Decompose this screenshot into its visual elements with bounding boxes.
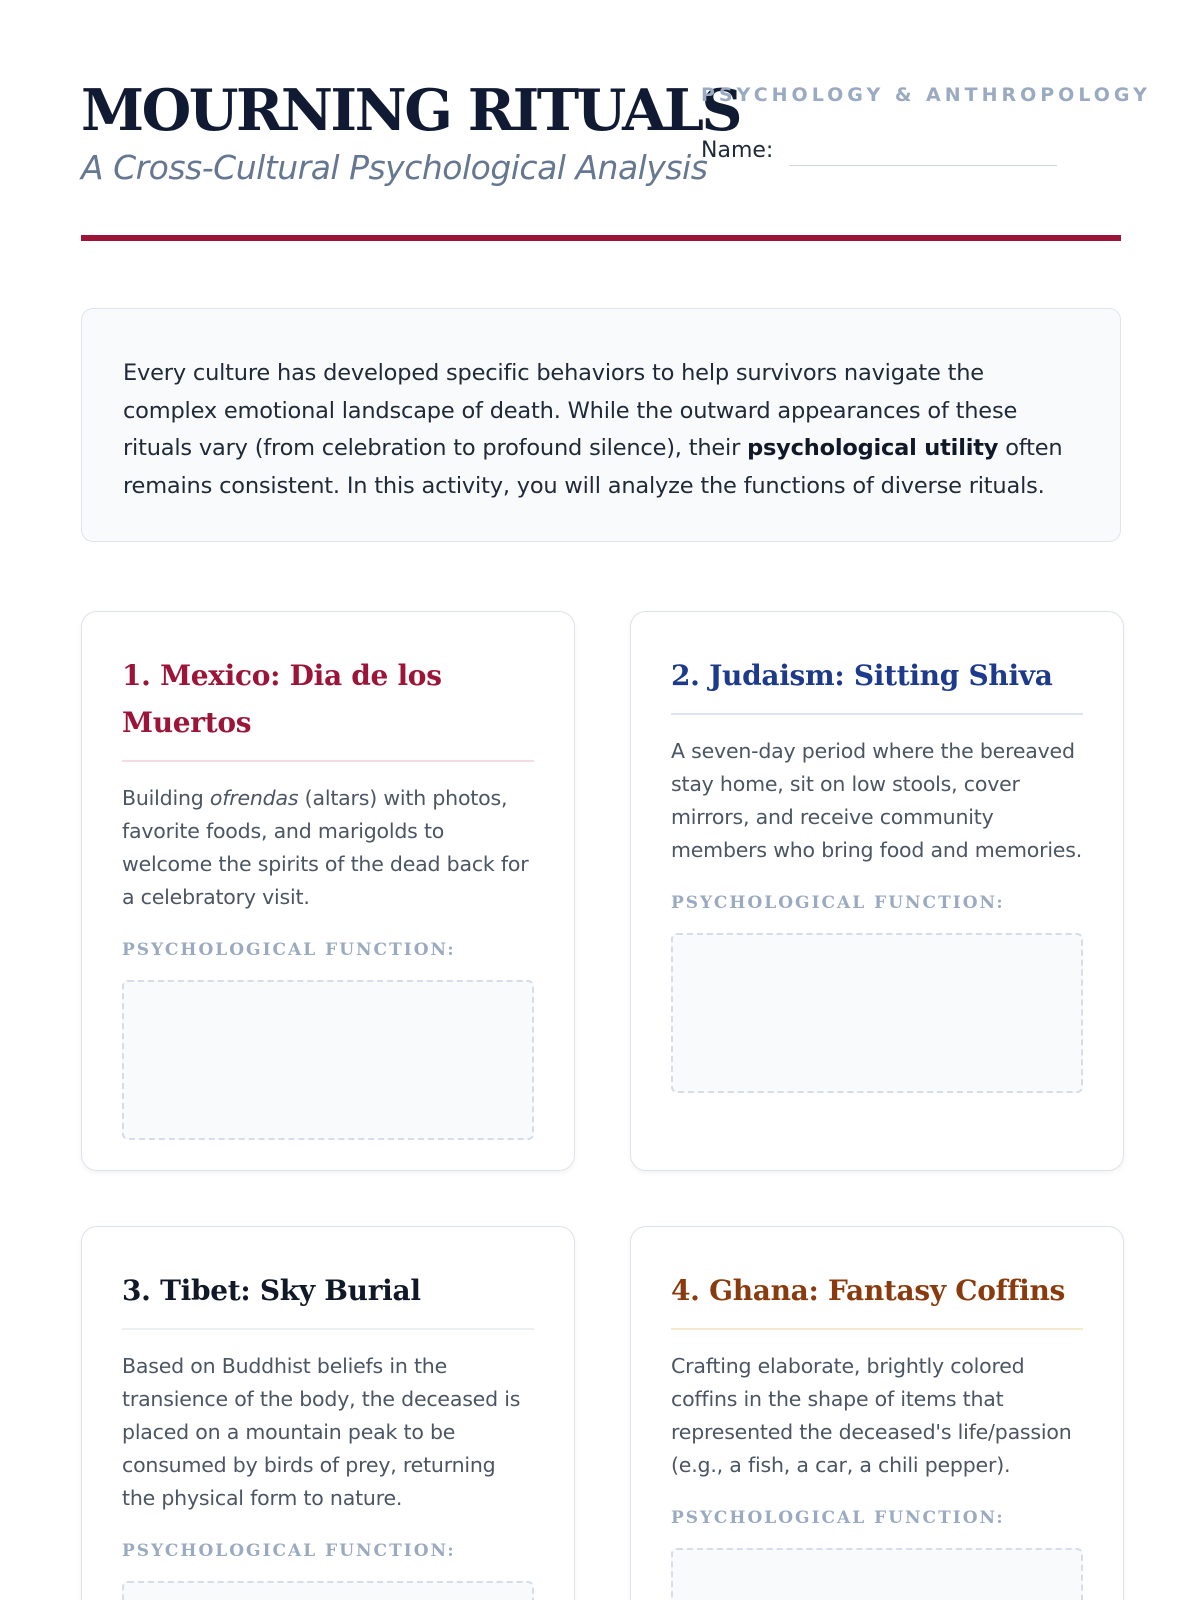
desc-start: Building bbox=[122, 786, 210, 810]
desc-end: (altars) with photos, favorite foods, and marigolds to welcome the spirits of the dead back for a celebratory visit. bbox=[122, 786, 529, 909]
name-field-row bbox=[701, 138, 1057, 166]
ritual-card-ghana bbox=[630, 1226, 1124, 1600]
card-title: 4. Ghana: Fantasy Coffins bbox=[671, 1267, 1083, 1330]
function-answer-box[interactable] bbox=[671, 933, 1083, 1093]
subject-category: PSYCHOLOGY & ANTHROPOLOGY bbox=[701, 84, 1151, 106]
ritual-card-tibet bbox=[81, 1226, 575, 1600]
intro-text bbox=[123, 355, 1080, 505]
ritual-card-judaism bbox=[630, 611, 1124, 1171]
card-title: 1. Mexico: Dia de los Muertos bbox=[122, 652, 534, 762]
desc-italic-term: ofrendas bbox=[209, 786, 299, 810]
intro-emphasis: psychological utility bbox=[747, 435, 999, 461]
function-answer-box[interactable] bbox=[122, 980, 534, 1140]
function-label: PSYCHOLOGICAL FUNCTION: bbox=[671, 1508, 1005, 1528]
intro-text-end: often remains consistent. In this activity, you will analyze the functions of diverse rituals. bbox=[123, 435, 1063, 499]
name-label: Name: bbox=[701, 138, 774, 163]
card-description: Based on Buddhist beliefs in the transience of the body, the deceased is placed on a mountain peak to be consumed by birds of prey, returning the physical form to nature. bbox=[122, 1354, 521, 1510]
header-divider bbox=[81, 235, 1121, 241]
name-input-line[interactable] bbox=[789, 165, 1057, 166]
function-label: PSYCHOLOGICAL FUNCTION: bbox=[671, 893, 1005, 913]
intro-text-start: Every culture has developed specific behaviors to help survivors navigate the complex emotional landscape of death. While the outward appearances of these rituals vary (from celebration to profound silence), their bbox=[123, 360, 1018, 461]
worksheet-header bbox=[81, 77, 1151, 242]
function-label: PSYCHOLOGICAL FUNCTION: bbox=[122, 1541, 456, 1561]
card-description: A seven-day period where the bereaved stay home, sit on low stools, cover mirrors, and receive community members who bring food and memories. bbox=[671, 739, 1083, 862]
card-title: 2. Judaism: Sitting Shiva bbox=[671, 652, 1083, 715]
page-subtitle: A Cross-Cultural Psychological Analysis bbox=[81, 148, 708, 187]
card-title: 3. Tibet: Sky Burial bbox=[122, 1267, 534, 1330]
function-answer-box[interactable] bbox=[671, 1548, 1083, 1600]
intro-box bbox=[81, 308, 1121, 542]
card-description bbox=[122, 782, 534, 914]
page-title: MOURNING RITUALS bbox=[81, 77, 741, 144]
function-label: PSYCHOLOGICAL FUNCTION: bbox=[122, 940, 456, 960]
function-answer-box[interactable] bbox=[122, 1581, 534, 1600]
card-description: Crafting elaborate, brightly colored coffins in the shape of items that represented the deceased's life/passion (e.g., a fish, a car, a chili pepper). bbox=[671, 1354, 1072, 1477]
ritual-card-mexico bbox=[81, 611, 575, 1171]
